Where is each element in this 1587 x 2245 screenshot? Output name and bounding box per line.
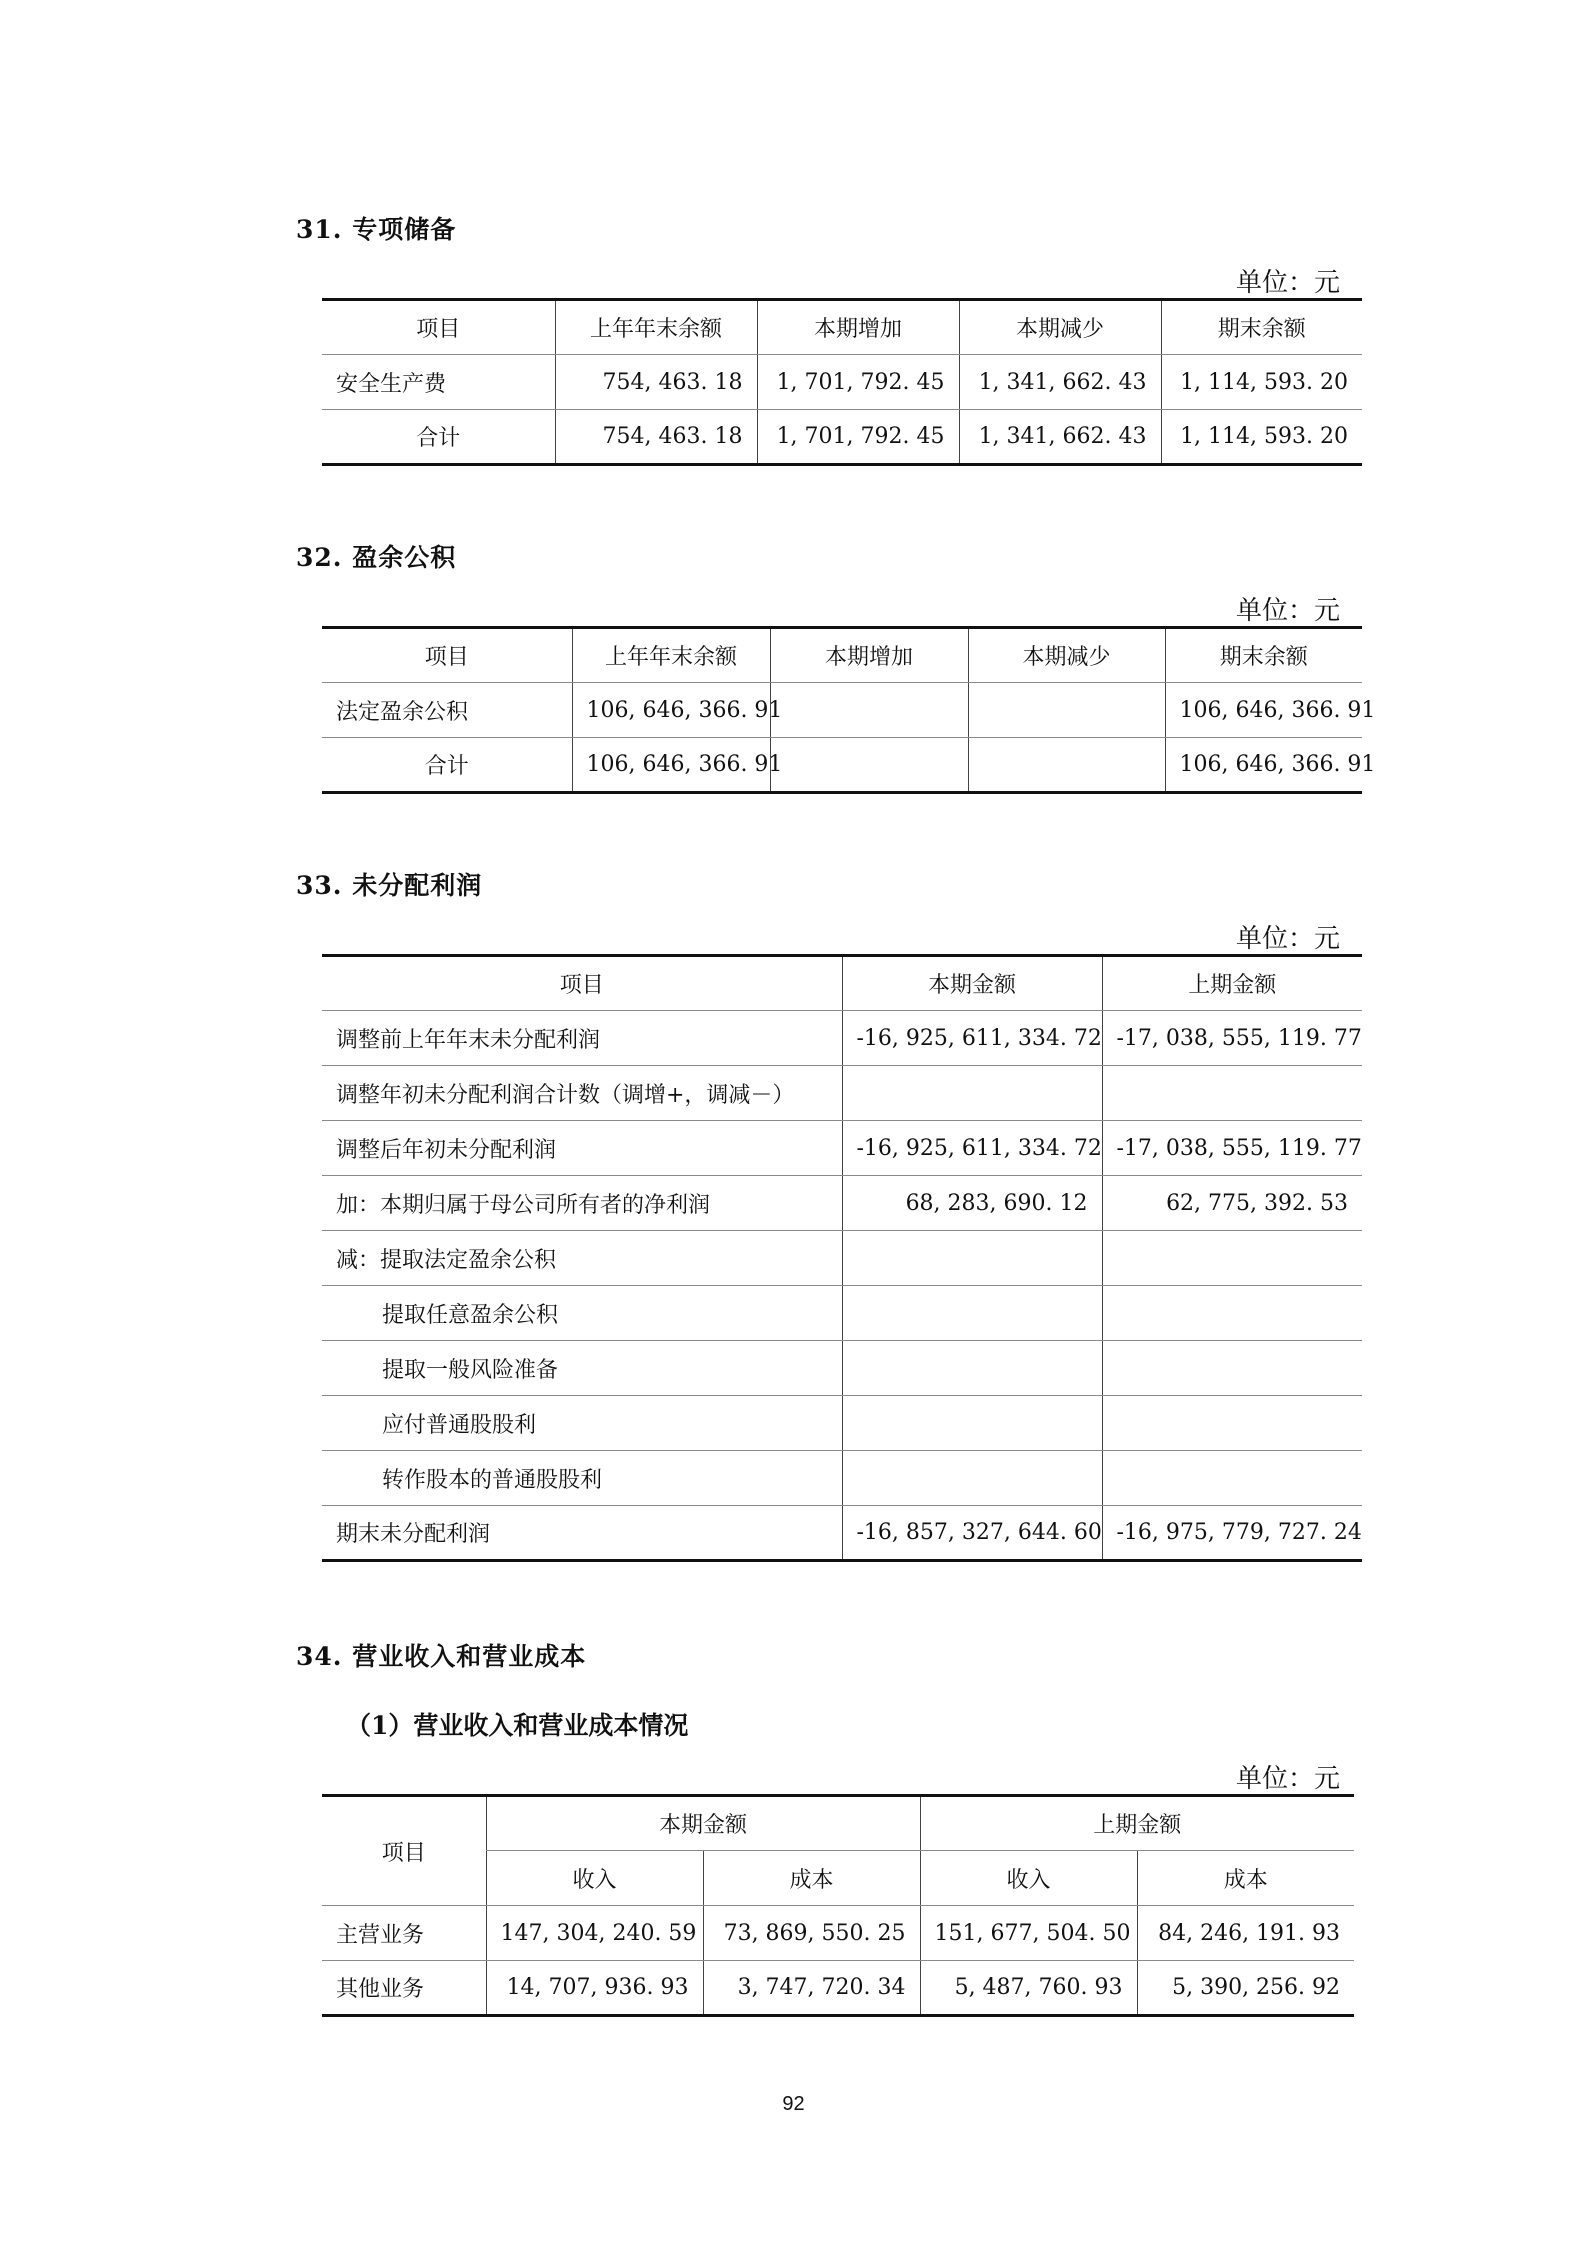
table-row bbox=[322, 1121, 1362, 1176]
cell-value: 106, 646, 366. 91 bbox=[572, 738, 770, 793]
cell-value bbox=[1102, 1066, 1362, 1121]
section-33-title: 33. 未分配利润 bbox=[296, 871, 483, 900]
cell-value: 151, 677, 504. 50 bbox=[920, 1906, 1137, 1961]
section-32-title: 32. 盈余公积 bbox=[296, 543, 457, 572]
row-label: 提取一般风险准备 bbox=[322, 1341, 842, 1396]
table-header-row bbox=[322, 628, 1362, 683]
page-number: 92 bbox=[782, 2093, 805, 2115]
total-row bbox=[322, 738, 1362, 793]
cell-value: -16, 975, 779, 727. 24 bbox=[1102, 1506, 1362, 1561]
table-row bbox=[322, 1231, 1362, 1286]
table-row bbox=[322, 355, 1362, 410]
section-34-unit: 单位：元 bbox=[1236, 1764, 1341, 1794]
row-label: 调整前上年年末未分配利润 bbox=[322, 1011, 842, 1066]
cell-value bbox=[968, 683, 1165, 738]
cell-value: 106, 646, 366. 91 bbox=[1165, 683, 1362, 738]
col-header-prior: 上期金额 bbox=[1102, 956, 1362, 1011]
cell-value bbox=[770, 738, 968, 793]
row-label: 其他业务 bbox=[322, 1961, 486, 2016]
col-header-current: 本期金额 bbox=[842, 956, 1102, 1011]
cell-value: 754, 463. 18 bbox=[555, 410, 757, 465]
table-row bbox=[322, 1286, 1362, 1341]
col-header-closing: 期末余额 bbox=[1161, 300, 1362, 355]
special-reserve-table bbox=[322, 298, 1362, 466]
cell-value: 754, 463. 18 bbox=[555, 355, 757, 410]
cell-value: 84, 246, 191. 93 bbox=[1137, 1906, 1354, 1961]
col-header-current-revenue: 收入 bbox=[486, 1851, 703, 1906]
cell-value: 147, 304, 240. 59 bbox=[486, 1906, 703, 1961]
col-header-prior-cost: 成本 bbox=[1137, 1851, 1354, 1906]
table-header-row bbox=[322, 956, 1362, 1011]
table-header-row bbox=[322, 1796, 1354, 1851]
cell-value: -17, 038, 555, 119. 77 bbox=[1102, 1011, 1362, 1066]
table-row bbox=[322, 1066, 1362, 1121]
row-label: 安全生产费 bbox=[322, 355, 555, 410]
table-row bbox=[322, 1961, 1354, 2016]
cell-value: 5, 487, 760. 93 bbox=[920, 1961, 1137, 2016]
section-33-unit: 单位：元 bbox=[1236, 924, 1341, 954]
col-header-decrease: 本期减少 bbox=[959, 300, 1161, 355]
row-label: 提取任意盈余公积 bbox=[322, 1286, 842, 1341]
cell-value bbox=[1102, 1231, 1362, 1286]
cell-value: 73, 869, 550. 25 bbox=[703, 1906, 920, 1961]
total-row bbox=[322, 410, 1362, 465]
revenue-cost-table bbox=[322, 1794, 1354, 2017]
cell-value: 106, 646, 366. 91 bbox=[572, 683, 770, 738]
section-31-title: 31. 专项储备 bbox=[296, 215, 457, 244]
table-row bbox=[322, 1906, 1354, 1961]
section-34-subtitle: （1）营业收入和营业成本情况 bbox=[346, 1711, 689, 1740]
cell-value: 1, 114, 593. 20 bbox=[1161, 410, 1362, 465]
table-header-row bbox=[322, 300, 1362, 355]
row-label: 加：本期归属于母公司所有者的净利润 bbox=[322, 1176, 842, 1231]
col-header-closing: 期末余额 bbox=[1165, 628, 1362, 683]
cell-value: -16, 857, 327, 644. 60 bbox=[842, 1506, 1102, 1561]
cell-value bbox=[968, 738, 1165, 793]
row-label: 调整年初未分配利润合计数（调增+，调减－） bbox=[322, 1066, 842, 1121]
cell-value bbox=[1102, 1396, 1362, 1451]
col-header-prior-period: 上期金额 bbox=[920, 1796, 1354, 1851]
row-label: 转作股本的普通股股利 bbox=[322, 1451, 842, 1506]
col-header-increase: 本期增加 bbox=[770, 628, 968, 683]
cell-value: -16, 925, 611, 334. 72 bbox=[842, 1121, 1102, 1176]
cell-value bbox=[1102, 1451, 1362, 1506]
col-header-current-cost: 成本 bbox=[703, 1851, 920, 1906]
col-header-opening: 上年年末余额 bbox=[555, 300, 757, 355]
cell-value bbox=[842, 1231, 1102, 1286]
section-32-unit: 单位：元 bbox=[1236, 596, 1341, 626]
cell-value: 68, 283, 690. 12 bbox=[842, 1176, 1102, 1231]
cell-value: 1, 341, 662. 43 bbox=[959, 410, 1161, 465]
col-header-increase: 本期增加 bbox=[757, 300, 959, 355]
col-header-item: 项目 bbox=[322, 956, 842, 1011]
cell-value bbox=[770, 683, 968, 738]
cell-value bbox=[842, 1451, 1102, 1506]
cell-value: 5, 390, 256. 92 bbox=[1137, 1961, 1354, 2016]
cell-value: 62, 775, 392. 53 bbox=[1102, 1176, 1362, 1231]
row-label: 合计 bbox=[322, 410, 555, 465]
section-31-unit: 单位：元 bbox=[1236, 268, 1341, 298]
cell-value bbox=[842, 1341, 1102, 1396]
table-row bbox=[322, 1341, 1362, 1396]
table-row bbox=[322, 1451, 1362, 1506]
undistributed-profit-table bbox=[322, 954, 1362, 1562]
row-label: 合计 bbox=[322, 738, 572, 793]
table-row bbox=[322, 1396, 1362, 1451]
cell-value bbox=[1102, 1341, 1362, 1396]
col-header-current-period: 本期金额 bbox=[486, 1796, 920, 1851]
cell-value: 1, 341, 662. 43 bbox=[959, 355, 1161, 410]
cell-value bbox=[842, 1066, 1102, 1121]
total-row bbox=[322, 1506, 1362, 1561]
col-header-opening: 上年年末余额 bbox=[572, 628, 770, 683]
row-label: 减：提取法定盈余公积 bbox=[322, 1231, 842, 1286]
cell-value: 1, 701, 792. 45 bbox=[757, 410, 959, 465]
cell-value: 14, 707, 936. 93 bbox=[486, 1961, 703, 2016]
row-label: 调整后年初未分配利润 bbox=[322, 1121, 842, 1176]
row-label: 主营业务 bbox=[322, 1906, 486, 1961]
cell-value bbox=[842, 1286, 1102, 1341]
table-row bbox=[322, 1176, 1362, 1231]
row-label: 法定盈余公积 bbox=[322, 683, 572, 738]
row-label: 期末未分配利润 bbox=[322, 1506, 842, 1561]
col-header-item: 项目 bbox=[322, 628, 572, 683]
cell-value: 106, 646, 366. 91 bbox=[1165, 738, 1362, 793]
cell-value: 1, 114, 593. 20 bbox=[1161, 355, 1362, 410]
col-header-decrease: 本期减少 bbox=[968, 628, 1165, 683]
col-header-item: 项目 bbox=[322, 1796, 486, 1906]
cell-value: -16, 925, 611, 334. 72 bbox=[842, 1011, 1102, 1066]
section-34-title: 34. 营业收入和营业成本 bbox=[296, 1642, 587, 1671]
col-header-prior-revenue: 收入 bbox=[920, 1851, 1137, 1906]
cell-value bbox=[1102, 1286, 1362, 1341]
cell-value: 1, 701, 792. 45 bbox=[757, 355, 959, 410]
table-row bbox=[322, 683, 1362, 738]
surplus-reserve-table bbox=[322, 626, 1376, 794]
cell-value: -17, 038, 555, 119. 77 bbox=[1102, 1121, 1362, 1176]
table-row bbox=[322, 1011, 1362, 1066]
col-header-item: 项目 bbox=[322, 300, 555, 355]
row-label: 应付普通股股利 bbox=[322, 1396, 842, 1451]
cell-value: 3, 747, 720. 34 bbox=[703, 1961, 920, 2016]
cell-value bbox=[842, 1396, 1102, 1451]
